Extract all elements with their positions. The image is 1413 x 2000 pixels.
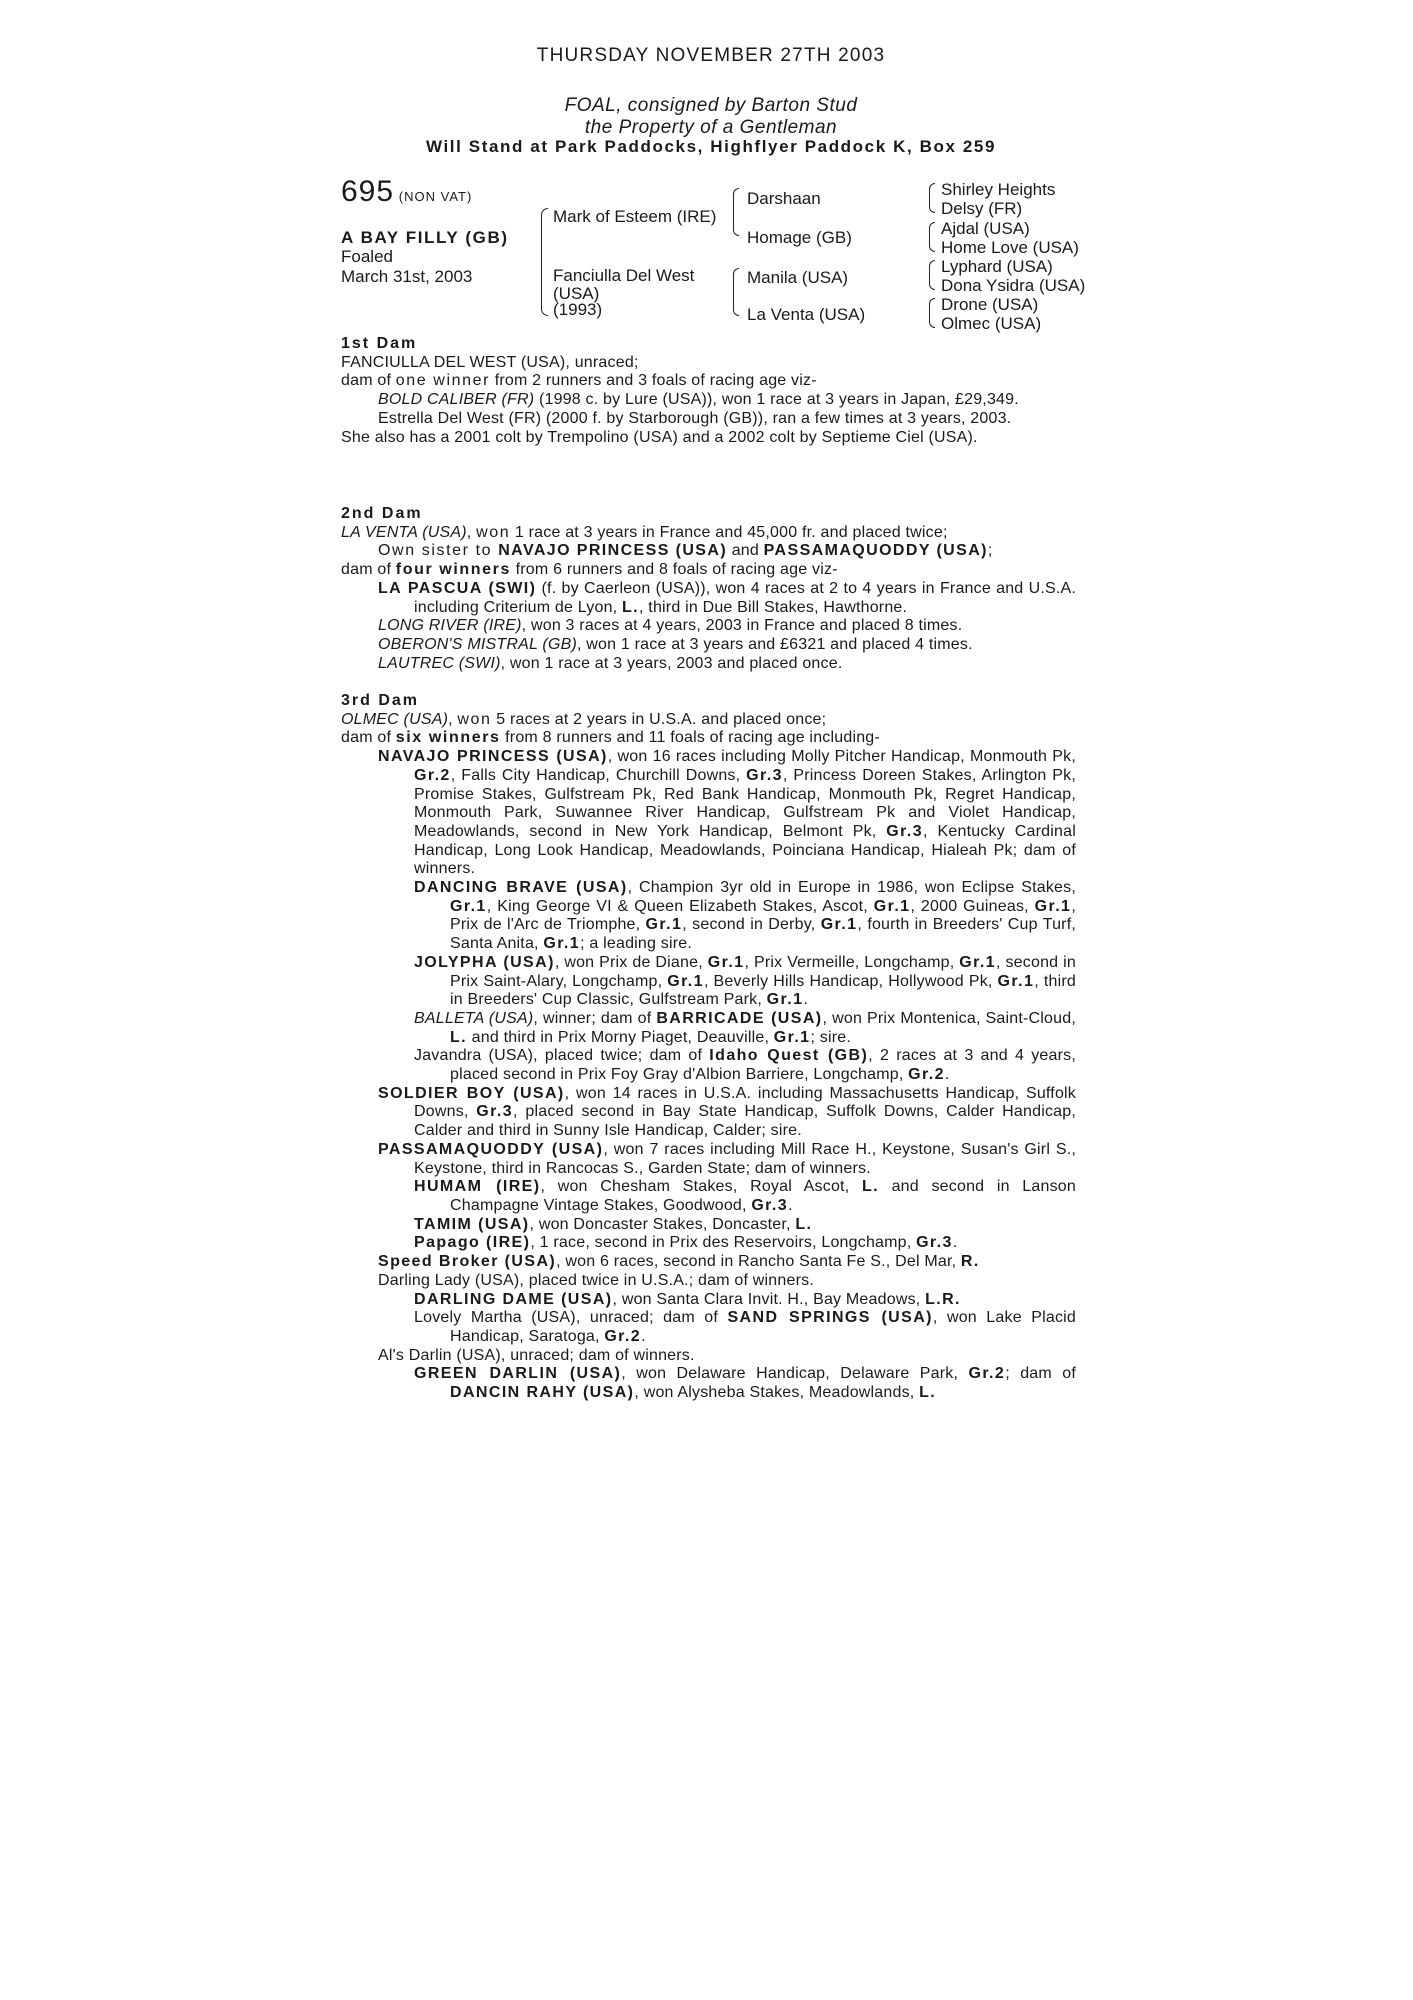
sire-sire-sire: Shirley Heights <box>941 180 1056 199</box>
text: ; a leading sire. <box>580 935 692 953</box>
dam-footnote: She also has a 2001 colt by Trempolino (USA) and a 2002 colt by Septieme Ciel (USA). <box>341 428 978 446</box>
text: Gr.1 <box>450 897 487 915</box>
text: L. <box>861 1178 879 1196</box>
consignment-info <box>341 95 1081 139</box>
horse-name: Speed Broker (USA) <box>378 1253 557 1271</box>
text: Gr.1 <box>645 916 683 934</box>
text: L. <box>919 1384 937 1402</box>
horse-name: Papago (IRE) <box>414 1234 531 1252</box>
dam-sire-sire: Lyphard (USA) <box>941 257 1053 276</box>
produce-summary <box>341 729 1076 748</box>
dam-line <box>341 524 1076 543</box>
text: Gr.3 <box>886 822 924 840</box>
produce-entry <box>378 1234 1076 1253</box>
text: Javandra (USA), placed twice; dam of <box>414 1047 710 1065</box>
pedigree-brace <box>541 208 548 316</box>
text: , Prix Vermeille, Longchamp, <box>744 953 960 971</box>
text: ; <box>987 542 993 560</box>
sire-dam-dam: Home Love (USA) <box>941 238 1079 257</box>
horse-name: OLMEC (USA) <box>341 710 449 728</box>
first-dam-section <box>341 335 1076 447</box>
text: , winner; dam of <box>533 1009 657 1027</box>
produce-entry <box>378 1141 1076 1178</box>
text: , won Santa Clara Invit. H., Bay Meadows, <box>612 1290 926 1308</box>
dam-name-line1: Fanciulla Del West <box>553 266 695 285</box>
produce-entry: Darling Lady (USA), placed twice in U.S.A.; dam of winners. <box>378 1271 814 1289</box>
text: dam of <box>341 561 396 579</box>
sire-dam-sire: Ajdal (USA) <box>941 219 1030 238</box>
text: , won Prix de Diane, <box>554 953 708 971</box>
text: , fourth in Breeders' Cup Turf, Santa Anita, <box>450 916 1076 953</box>
text: Gr.3 <box>751 1196 789 1214</box>
text: Gr.3 <box>916 1234 953 1252</box>
text: one winner <box>395 372 491 390</box>
produce-entry <box>378 1291 1076 1310</box>
text: , won Delaware Handicap, Delaware Park, <box>621 1365 969 1383</box>
text: (1998 c. by Lure (USA)), won 1 race at 3 years in Japan, £29,349. <box>534 391 1019 409</box>
consignor-line: FOAL, consigned by Barton Stud <box>564 95 858 116</box>
sire-sire-dam: Delsy (FR) <box>941 199 1023 218</box>
section-heading: 1st Dam <box>341 335 418 352</box>
dam-dam-sire: Drone (USA) <box>941 295 1039 314</box>
text: won <box>457 710 492 728</box>
text: won <box>476 523 511 541</box>
pedigree-brace <box>929 260 935 290</box>
pedigree-brace <box>929 183 935 213</box>
text: , second in Prix Saint-Alary, Longchamp, <box>450 953 1076 990</box>
horse-name: DANCIN RAHY (USA) <box>450 1384 635 1402</box>
text: , <box>448 710 458 728</box>
text: , won 1 race at 3 years and £6321 and placed 4 times. <box>577 635 973 653</box>
text: . <box>944 1066 950 1084</box>
sire-name: Mark of Esteem (IRE) <box>553 207 717 226</box>
text: and second in Lanson Champagne Vintage Stakes, Goodwood, <box>450 1178 1077 1214</box>
produce-entry <box>378 580 1076 617</box>
dam-dam-dam: Olmec (USA) <box>941 314 1042 333</box>
text: . <box>803 991 809 1009</box>
text: Gr.1 <box>773 1028 811 1046</box>
horse-name: LA VENTA (USA) <box>341 523 467 541</box>
horse-name: JOLYPHA (USA) <box>414 953 555 971</box>
produce-entry <box>378 954 1076 1010</box>
text: , won 16 races including Molly Pitcher Handicap, Monmouth Pk, <box>607 748 1076 766</box>
text: , won Lake Placid Handicap, Saratoga, <box>450 1309 1076 1345</box>
foaled-date: March 31st, 2003 <box>341 267 473 286</box>
horse-name: BARRICADE (USA) <box>656 1009 823 1027</box>
text: , placed second in Bay State Handicap, Suffolk Downs, Calder Handicap, Calder and third in Sunny Isle Handicap, Calder; sire. <box>414 1103 1076 1140</box>
produce-entry: Estrella Del West (FR) (2000 f. by Starborough (GB)), ran a few times at 3 years, 2003. <box>378 409 1012 427</box>
text: Own sister to <box>378 542 499 560</box>
lot-number: 695 <box>341 175 395 208</box>
text: , won 6 races, second in Rancho Santa Fe S., Del Mar, <box>556 1253 961 1271</box>
text: from 2 runners and 3 foals of racing age viz- <box>490 372 817 390</box>
horse-name: PASSAMAQUODDY (USA) <box>763 542 988 560</box>
text: , won Chesham Stakes, Royal Ascot, <box>540 1178 862 1196</box>
horse-name: LONG RIVER (IRE) <box>378 617 522 635</box>
text: Gr.1 <box>959 953 996 971</box>
text: , 2 races at 3 and 4 years, placed second in Prix Foy Gray d'Albion Barriere, Longchamp, <box>450 1047 1076 1084</box>
text: Gr.1 <box>707 953 745 971</box>
text: , won 7 races including Mill Race H., Keystone, Susan's Girl S., Keystone, third in Rancocas S., Garden State; dam of winners. <box>414 1140 1076 1177</box>
section-heading: 3rd Dam <box>341 692 420 709</box>
pedigree-block <box>341 175 1086 340</box>
text: . <box>788 1196 793 1214</box>
produce-entry <box>378 1253 1076 1272</box>
text: dam of <box>341 372 396 390</box>
text: Gr.1 <box>667 972 704 990</box>
text: Gr.1 <box>766 991 804 1009</box>
produce-entry <box>378 617 1076 636</box>
text: dam of <box>341 729 396 747</box>
text: Gr.2 <box>908 1066 945 1084</box>
text: Gr.1 <box>873 897 911 915</box>
text: , second in Derby, <box>682 916 821 934</box>
dam-year: (1993) <box>553 300 603 319</box>
stable-location: Will Stand at Park Paddocks, Highflyer Paddock K, Box 259 <box>425 137 997 156</box>
text: ; sire. <box>810 1028 852 1046</box>
vat-status: (NON VAT) <box>398 189 473 204</box>
text: L. <box>621 598 640 616</box>
text: 5 races at 2 years in U.S.A. and placed once; <box>491 710 827 728</box>
text: , 2000 Guineas, <box>910 897 1035 915</box>
pedigree-brace <box>733 188 739 236</box>
horse-name: BALLETA (USA) <box>414 1009 534 1027</box>
third-dam-section <box>341 692 1076 1403</box>
text: , won Doncaster Stakes, Doncaster, <box>529 1215 796 1233</box>
dam-line: FANCIULLA DEL WEST (USA), unraced; <box>341 353 639 371</box>
sire-dam: Homage (GB) <box>747 228 852 247</box>
horse-name: NAVAJO PRINCESS (USA) <box>498 542 728 560</box>
produce-summary <box>341 561 1076 580</box>
text: Gr.2 <box>604 1327 642 1345</box>
lot-number-line <box>341 175 473 208</box>
produce-entry <box>378 1085 1076 1141</box>
pedigree-brace <box>929 222 935 252</box>
sire-sire: Darshaan <box>747 189 821 208</box>
horse-name: LA PASCUA (SWI) <box>378 579 537 597</box>
text: and <box>727 542 764 560</box>
text: , 1 race, second in Prix des Reservoirs, Longchamp, <box>530 1234 917 1252</box>
text: Gr.2 <box>968 1365 1006 1383</box>
text: , Beverly Hills Handicap, Hollywood Pk, <box>703 972 998 990</box>
text: , <box>466 523 477 541</box>
horse-name: OBERON'S MISTRAL (GB) <box>378 635 577 653</box>
sister-line <box>341 542 1076 561</box>
text: Gr.3 <box>746 766 783 784</box>
text: Gr.2 <box>414 766 451 784</box>
text: L. <box>450 1028 468 1046</box>
text: Gr.1 <box>543 935 581 953</box>
text: L. <box>795 1215 813 1233</box>
text: , Kentucky Cardinal Handicap, Long Look Handicap, Meadowlands, Poinciana Handicap, Hialeah Pk; dam of winners. <box>414 822 1076 878</box>
text: (f. by Caerleon (USA)), won 4 races at 2 to 4 years in France and U.S.A. including Criterium de Lyon, <box>414 579 1077 616</box>
horse-name: PASSAMAQUODDY (USA) <box>378 1140 604 1158</box>
lot-description: A BAY FILLY (GB) <box>341 228 509 247</box>
produce-entry <box>378 879 1076 954</box>
text: , won Prix Montenica, Saint-Cloud, <box>822 1009 1076 1027</box>
text: from 8 runners and 11 foals of racing age including- <box>500 729 880 747</box>
horse-name: DANCING BRAVE (USA) <box>414 879 628 897</box>
produce-entry <box>378 748 1076 879</box>
text: 1 race at 3 years in France and 45,000 fr. and placed twice; <box>510 523 948 541</box>
second-dam-section <box>341 505 1076 673</box>
sale-date: THURSDAY NOVEMBER 27TH 2003 <box>536 45 886 66</box>
produce-entry <box>378 1216 1076 1235</box>
horse-name: HUMAM (IRE) <box>414 1178 541 1196</box>
foaled-label: Foaled <box>341 247 393 266</box>
text: Gr.1 <box>820 916 858 934</box>
property-line: the Property of a Gentleman <box>584 117 838 138</box>
text: , third in Due Bill Stakes, Hawthorne. <box>639 598 908 616</box>
text: , King George VI & Queen Elizabeth Stakes, Ascot, <box>486 897 874 915</box>
text: L.R. <box>925 1290 961 1308</box>
horse-name: NAVAJO PRINCESS (USA) <box>378 748 608 766</box>
horse-name: SOLDIER BOY (USA) <box>378 1084 565 1102</box>
pedigree-brace <box>929 298 935 328</box>
text: from 6 runners and 8 foals of racing age viz- <box>510 561 838 579</box>
horse-name: Idaho Quest (GB) <box>709 1047 869 1065</box>
horse-name: GREEN DARLIN (USA) <box>414 1365 622 1383</box>
produce-entry <box>378 655 1076 674</box>
text: Gr.1 <box>997 972 1035 990</box>
horse-name: LAUTREC (SWI) <box>378 654 501 672</box>
text: Gr.3 <box>476 1103 514 1121</box>
produce-summary <box>341 372 1076 391</box>
text: , Champion 3yr old in Europe in 1986, won Eclipse Stakes, <box>627 879 1076 897</box>
text: . <box>641 1327 646 1345</box>
text: Gr.1 <box>1034 897 1072 915</box>
text: . <box>952 1234 958 1252</box>
dam-sire-dam: Dona Ysidra (USA) <box>941 276 1086 295</box>
dam-line <box>341 711 1076 730</box>
section-heading: 2nd Dam <box>341 505 423 522</box>
text: six winners <box>395 729 501 747</box>
text: , Princess Doreen Stakes, Arlington Pk, Promise Stakes, Gulfstream Pk, Red Bank Handicap, Monmouth Pk, Regret Handicap, Monmouth Park, Suwannee River Handicap, Gulfstream Pk and Violet Handicap, Meadowlands, second in New York Handicap, Belmont Pk, <box>414 766 1077 840</box>
text: , won Alysheba Stakes, Meadowlands, <box>634 1384 920 1402</box>
produce-entry: Al's Darlin (USA), unraced; dam of winners. <box>378 1346 695 1364</box>
text: Lovely Martha (USA), unraced; dam of <box>414 1309 728 1327</box>
produce-entry <box>378 1010 1076 1047</box>
horse-name: SAND SPRINGS (USA) <box>727 1309 933 1327</box>
produce-entry <box>378 1365 1076 1402</box>
produce-entry <box>378 1047 1076 1084</box>
produce-entry <box>378 1178 1076 1215</box>
text: , won 1 race at 3 years, 2003 and placed once. <box>500 654 843 672</box>
dam-name-line2: (USA) <box>553 284 600 303</box>
dam-sire: Manila (USA) <box>747 268 849 287</box>
horse-name: BOLD CALIBER (FR) <box>378 391 535 409</box>
text: , Falls City Handicap, Churchill Downs, <box>450 766 747 784</box>
produce-entry <box>378 391 1076 410</box>
text: , won 3 races at 4 years, 2003 in France and placed 8 times. <box>521 617 963 635</box>
text: and third in Prix Morny Piaget, Deauville, <box>467 1028 774 1046</box>
horse-name: DARLING DAME (USA) <box>414 1290 613 1308</box>
produce-entry <box>378 636 1076 655</box>
text: four winners <box>395 561 511 579</box>
dam-dam: La Venta (USA) <box>747 305 866 324</box>
text: R. <box>960 1253 980 1271</box>
text: , Prix de l'Arc de Triomphe, <box>450 897 1076 934</box>
produce-entry <box>378 1309 1076 1346</box>
pedigree-brace <box>733 268 739 316</box>
text: ; dam of <box>1005 1365 1076 1383</box>
text: , won 14 races in U.S.A. including Massachusetts Handicap, Suffolk Downs, <box>414 1084 1076 1121</box>
text: , third in Breeders' Cup Classic, Gulfstream Park, <box>450 972 1076 1009</box>
horse-name: TAMIM (USA) <box>414 1215 530 1233</box>
